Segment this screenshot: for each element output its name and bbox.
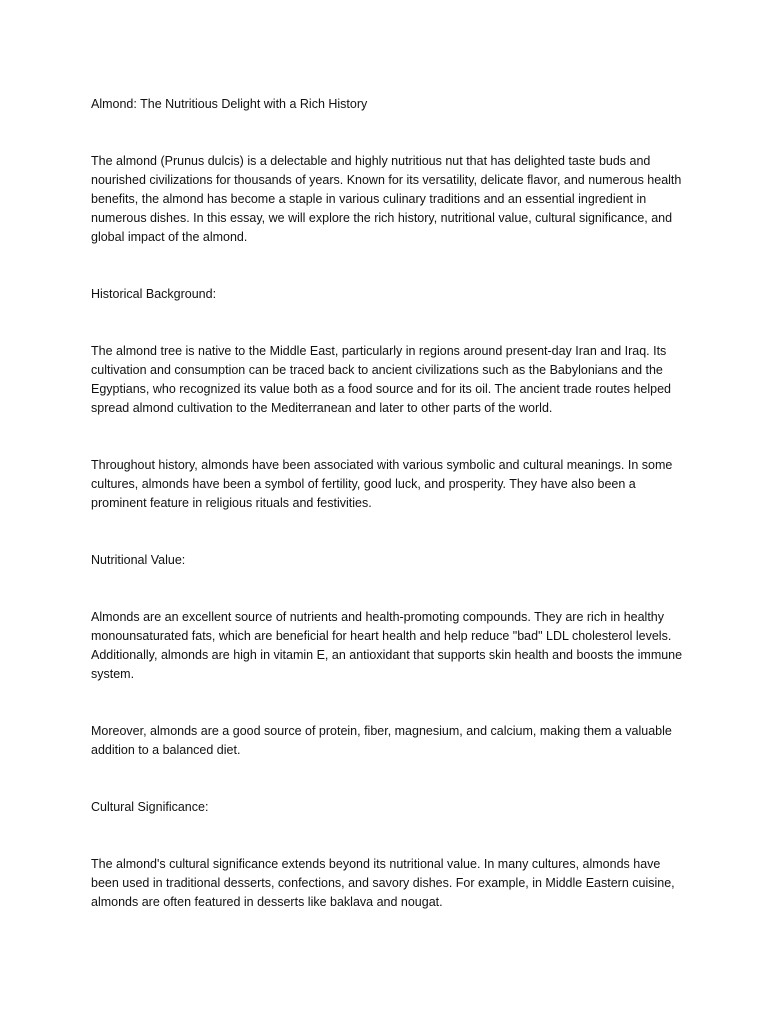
document-title: Almond: The Nutritious Delight with a Rich History [91, 97, 368, 111]
historical-paragraph-2: Throughout history, almonds have been associated with various symbolic and cultural meanings. In some cultures, almonds have been a symbol of fertility, good luck, and prosperity. They have also been a prominent feature in religious rituals and festivities. [91, 458, 673, 510]
nutritional-paragraph-2: Moreover, almonds are a good source of protein, fiber, magnesium, and calcium, making them a valuable addition to a balanced diet. [91, 724, 672, 757]
section-heading-cultural: Cultural Significance: [91, 800, 209, 814]
document-body [91, 95, 691, 912]
section-heading-nutritional: Nutritional Value: [91, 553, 186, 567]
historical-paragraph-1: The almond tree is native to the Middle East, particularly in regions around present-day Iran and Iraq. Its cultivation and consumption can be traced back to ancient civilizations such as the Babylonians and the Egyptians, who recognized its value both as a food source and for its oil. The ancient trade routes helped spread almond cultivation to the Mediterranean and later to other parts of the world. [91, 344, 671, 415]
intro-paragraph: The almond (Prunus dulcis) is a delectable and highly nutritious nut that has delighted taste buds and nourished civilizations for thousands of years. Known for its versatility, delicate flavor, and numerous health benefits, the almond has become a staple in various culinary traditions and an essential ingredient in numerous dishes. In this essay, we will explore the rich history, nutritional value, cultural significance, and global impact of the almond. [91, 154, 682, 244]
section-heading-historical: Historical Background: [91, 287, 217, 301]
cultural-paragraph-1: The almond's cultural significance extends beyond its nutritional value. In many cultures, almonds have been used in traditional desserts, confections, and savory dishes. For example, in Middle Eastern cuisine, almonds are often featured in desserts like baklava and nougat. [91, 857, 675, 909]
nutritional-paragraph-1: Almonds are an excellent source of nutrients and health-promoting compounds. They are rich in healthy monounsaturated fats, which are beneficial for heart health and help reduce "bad" LDL cholesterol levels. Additionally, almonds are high in vitamin E, an antioxidant that supports skin health and boosts the immune system. [91, 610, 683, 681]
